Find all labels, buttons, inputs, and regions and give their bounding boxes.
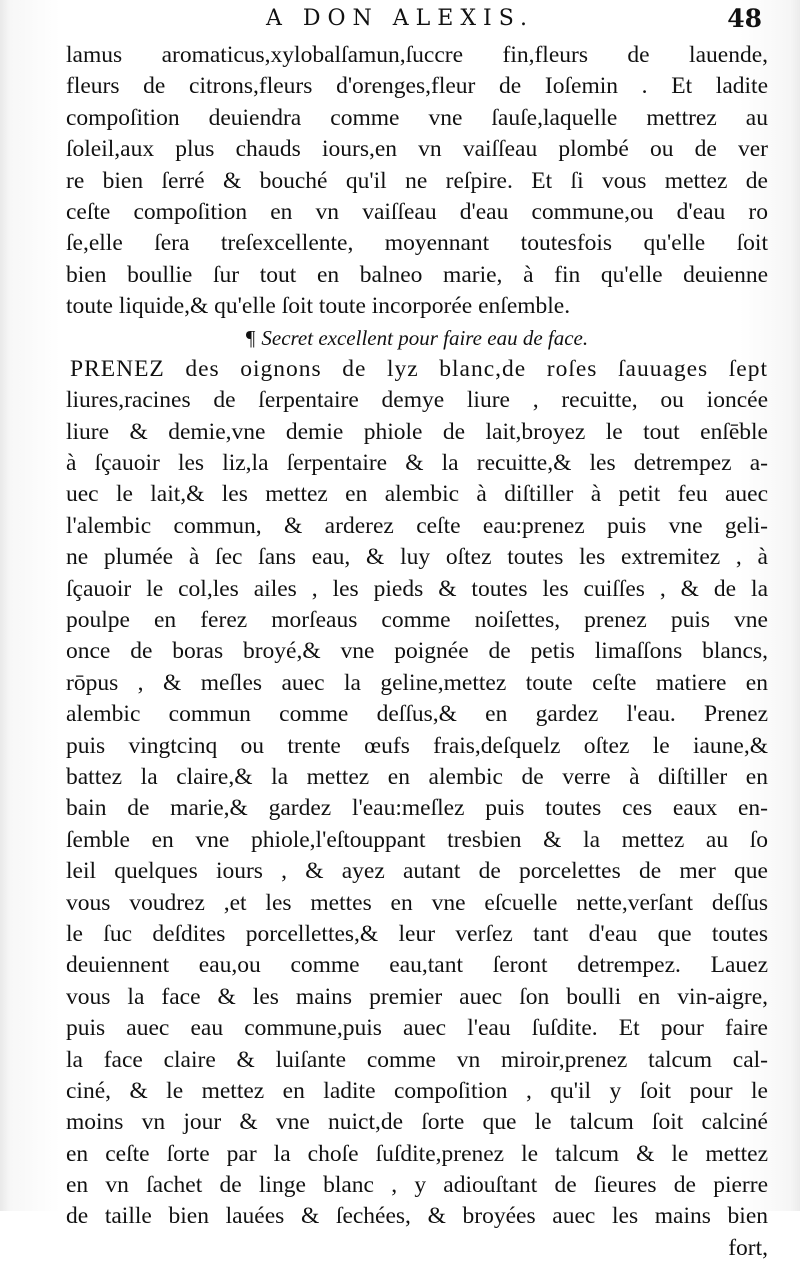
section-heading-text: Secret excellent pour faire eau de face. <box>261 325 589 350</box>
text-line: l'alembic commun, & arderez ceſte eau:prenez puis vne geli- <box>66 512 768 539</box>
text-line: uec le lait,& les mettez en alembic à diſtiller à petit feu auec <box>66 481 768 508</box>
text-line: en vn ſachet de linge blanc , y adiouſtant de ſieures de pierre <box>66 1172 768 1199</box>
text-line: toute liquide,& qu'elle ſoit toute incorporée enſemble. <box>66 293 571 320</box>
text-line: vous voudrez ,et les mettes en vne eſcuelle nette,verſant deſſus <box>66 889 768 916</box>
text-line: le ſuc deſdites porcellettes,& leur verſez tant d'eau que toutes <box>66 920 768 947</box>
text-line: PRENEZ des oignons de lyz blanc,de roſes ſauuages ſept <box>70 355 768 382</box>
running-title: A DON ALEXIS. <box>266 6 534 31</box>
section-heading <box>66 323 768 354</box>
text-line: ſçauoir le col,les ailes , les pieds & toutes les cuiſſes , & de la <box>66 575 768 602</box>
text-line: fleurs de citrons,fleurs d'orenges,fleur de Ioſemin . Et ladite <box>66 73 768 100</box>
text-line: bien boullie ſur tout en balneo marie, à fin qu'elle deuienne <box>66 261 768 288</box>
text-line: leil quelques iours , & ayez autant de porcelettes de mer que <box>66 858 768 885</box>
catchword: fort, <box>728 1234 768 1261</box>
text-line: ne plumée à ſec ſans eau, & luy oſtez toutes les extremitez , à <box>66 544 768 571</box>
text-line: liure & demie,vne demie phiole de lait,broyez le tout enſēble <box>66 418 768 445</box>
text-block <box>66 40 768 1264</box>
text-line: ſemble en vne phiole,l'eſtouppant tresbien & la mettez au ſo <box>66 826 768 853</box>
page-number: 48 <box>727 4 762 33</box>
text-line: liures,racines de ſerpentaire demye liure , recuitte, ou ioncée <box>66 387 768 414</box>
text-line: deuiennent eau,ou comme eau,tant ſeront detrempez. Lauez <box>66 952 768 979</box>
text-line: vous la face & les mains premier auec ſon boulli en vin-aigre, <box>66 983 768 1010</box>
text-line: re bien ſerré & bouché qu'il ne reſpire. Et ſi vous mettez de <box>66 167 768 194</box>
running-head <box>0 2 800 34</box>
text-line: ciné, & le mettez en ladite compoſition , qu'il y ſoit pour le <box>66 1077 768 1104</box>
text-line: en ceſte ſorte par la choſe ſuſdite,prenez le talcum & le mettez <box>66 1140 768 1167</box>
text-line: ſe,elle ſera treſexcellente, moyennant toutesfois qu'elle ſoit <box>66 230 768 257</box>
text-line: puis vingtcinq ou trente œufs frais,deſquelz oſtez le iaune,& <box>66 732 768 759</box>
text-line: bain de marie,& gardez l'eau:meſlez puis toutes ces eaux en- <box>66 795 768 822</box>
text-line: poulpe en ferez morſeaus comme noiſettes, prenez puis vne <box>66 607 768 634</box>
text-line: la face claire & luiſante comme vn miroir,prenez talcum cal- <box>66 1046 768 1073</box>
text-line: à ſçauoir les liz,la ſerpentaire & la recuitte,& les detrempez a- <box>66 450 768 477</box>
text-line: alembic commun comme deſſus,& en gardez l'eau. Prenez <box>66 701 768 728</box>
text-line: once de boras broyé,& vne poignée de petis limaſſons blancs, <box>66 638 768 665</box>
text-line: battez la claire,& la mettez en alembic de verre à diſtiller en <box>66 763 768 790</box>
text-line: de taille bien lauées & ſechées, & broyées auec les mains bien <box>66 1203 768 1230</box>
text-line: ſoleil,aux plus chauds iours,en vn vaiſſeau plombé ou de ver <box>66 136 768 163</box>
text-line: lamus aromaticus,xylobalſamun,ſuccre fin,fleurs de lauende, <box>66 42 768 68</box>
text-line: rōpus , & meſles auec la geline,mettez toute ceſte matiere en <box>66 669 768 696</box>
text-line: compoſition deuiendra comme vne ſauſe,laquelle mettrez au <box>66 104 768 131</box>
text-line: puis auec eau commune,puis auec l'eau ſuſdite. Et pour faire <box>66 1015 768 1042</box>
text-line: ceſte compoſition en vn vaiſſeau d'eau commune,ou d'eau ro <box>66 198 768 225</box>
pilcrow-mark: ¶ <box>245 325 256 350</box>
text-line: moins vn jour & vne nuict,de ſorte que le talcum ſoit calciné <box>66 1109 768 1136</box>
